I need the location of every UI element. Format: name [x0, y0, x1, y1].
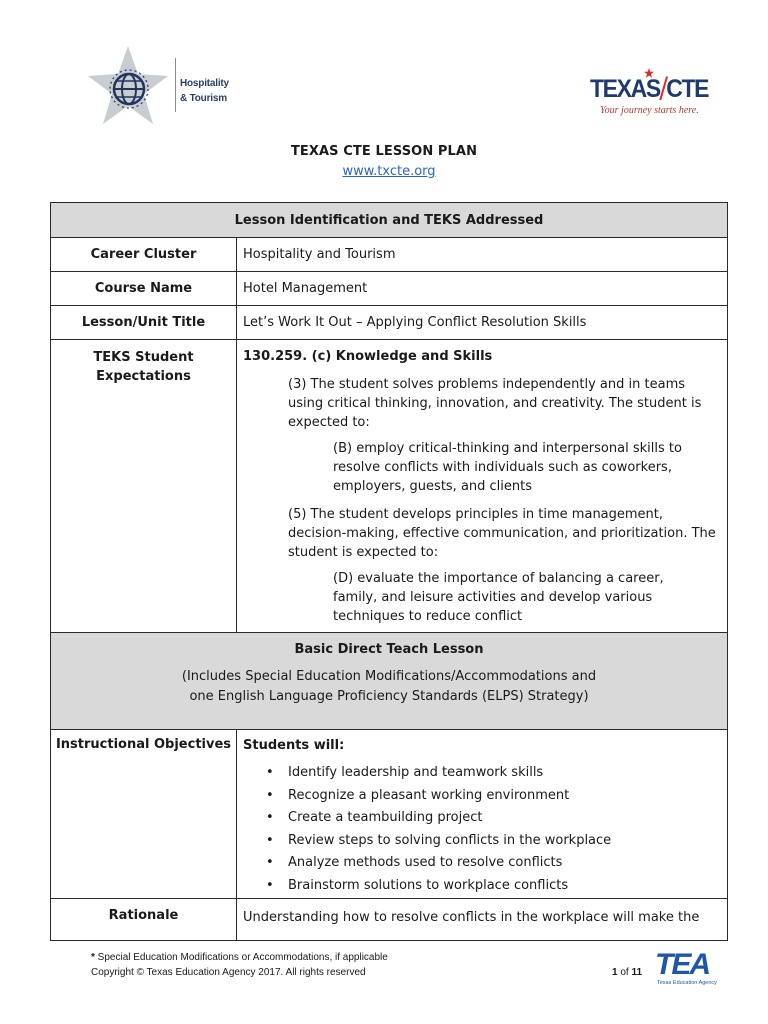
- tea-logo: [655, 950, 725, 990]
- list-item: • Brainstorm solutions to workplace conflicts: [288, 875, 727, 898]
- row-value: Let’s Work It Out – Applying Conflict Resolution Skills: [237, 306, 728, 340]
- page-number: 1 of 11: [612, 967, 643, 978]
- table-row: [51, 238, 728, 272]
- bullet-icon: •: [266, 810, 274, 826]
- bullet-icon: •: [266, 787, 274, 803]
- rationale-label: Rationale: [51, 898, 237, 940]
- rationale-row: [51, 898, 728, 940]
- list-item: • Review steps to solving conflicts in the workplace: [288, 830, 727, 853]
- texas-cte-tagline: Your journey starts here.: [600, 105, 699, 116]
- list-item: • Create a teambuilding project: [288, 807, 727, 830]
- cluster-logo-text: Hospitality & Tourism: [180, 78, 229, 104]
- row-value: Hospitality and Tourism: [237, 238, 728, 272]
- objectives-list: [243, 762, 727, 898]
- txcte-link[interactable]: www.txcte.org: [342, 164, 436, 179]
- bullet-icon: •: [266, 855, 274, 871]
- direct-teach-band: [51, 633, 728, 730]
- texas-cte-wordmark: TEXAS⧸CTE: [590, 75, 709, 103]
- teks-sub-expectation: (B) employ critical-thinking and interpersonal skills to resolve conflicts with individuals such as coworkers, employers, guests, and clients: [333, 441, 682, 494]
- band-title: Basic Direct Teach Lesson: [294, 642, 484, 657]
- objectives-row: [51, 730, 728, 899]
- teks-heading: 130.259. (c) Knowledge and Skills: [243, 349, 493, 364]
- objectives-content: [237, 730, 728, 899]
- bullet-icon: •: [266, 765, 274, 780]
- list-item: • Analyze methods used to resolve conflicts: [288, 852, 727, 875]
- teks-expectation: (5) The student develops principles in time management, decision-making, effective communication, and prioritization. The student is expected to:: [288, 507, 716, 560]
- rationale-value: Understanding how to resolve conflicts in the workplace will make the: [237, 898, 728, 940]
- teks-row: [51, 340, 728, 633]
- teks-expectation: (3) The student solves problems independently and in teams using critical thinking, innovation, and creativity. The student is expected to:: [288, 377, 702, 430]
- bullet-icon: •: [266, 832, 274, 848]
- logo-divider: [175, 58, 176, 112]
- tea-wordmark: TEA: [655, 948, 709, 981]
- table-row: [51, 272, 728, 306]
- row-label: Lesson/Unit Title: [51, 306, 237, 340]
- texas-cte-logo: [590, 68, 720, 120]
- teks-content: [237, 340, 728, 633]
- document-title: TEXAS CTE LESSON PLAN: [290, 144, 478, 159]
- teks-sub-expectation: (D) evaluate the importance of balancing a career, family, and leisure activities and develop various techniques to reduce conflict: [333, 571, 664, 624]
- teks-label: TEKS Student Expectations: [51, 340, 237, 633]
- table-row: [51, 306, 728, 340]
- objectives-heading: Students will:: [243, 738, 345, 753]
- row-label: Course Name: [51, 272, 237, 306]
- tea-subtitle: Texas Education Agency: [657, 980, 717, 986]
- band-subtitle: (Includes Special Education Modifications/Accommodations and one English Language Proficiency Standards (ELPS) Strategy): [181, 669, 597, 704]
- star-globe-icon: [88, 44, 170, 128]
- footer-notes: [91, 950, 388, 980]
- list-item: • Recognize a pleasant working environment: [288, 785, 727, 808]
- copyright: Copyright © Texas Education Agency 2017. All rights reserved: [91, 967, 366, 978]
- objectives-label: Instructional Objectives: [51, 730, 237, 899]
- hospitality-tourism-logo: [88, 44, 238, 128]
- lesson-plan-table: [50, 202, 728, 941]
- row-value: Hotel Management: [237, 272, 728, 306]
- bullet-icon: •: [266, 877, 274, 893]
- row-label: Career Cluster: [51, 238, 237, 272]
- footnote: * Special Education Modifications or Accommodations, if applicable: [91, 952, 388, 963]
- list-item: • Identify leadership and teamwork skills: [288, 762, 727, 785]
- section-header: Lesson Identification and TEKS Addressed: [51, 203, 728, 238]
